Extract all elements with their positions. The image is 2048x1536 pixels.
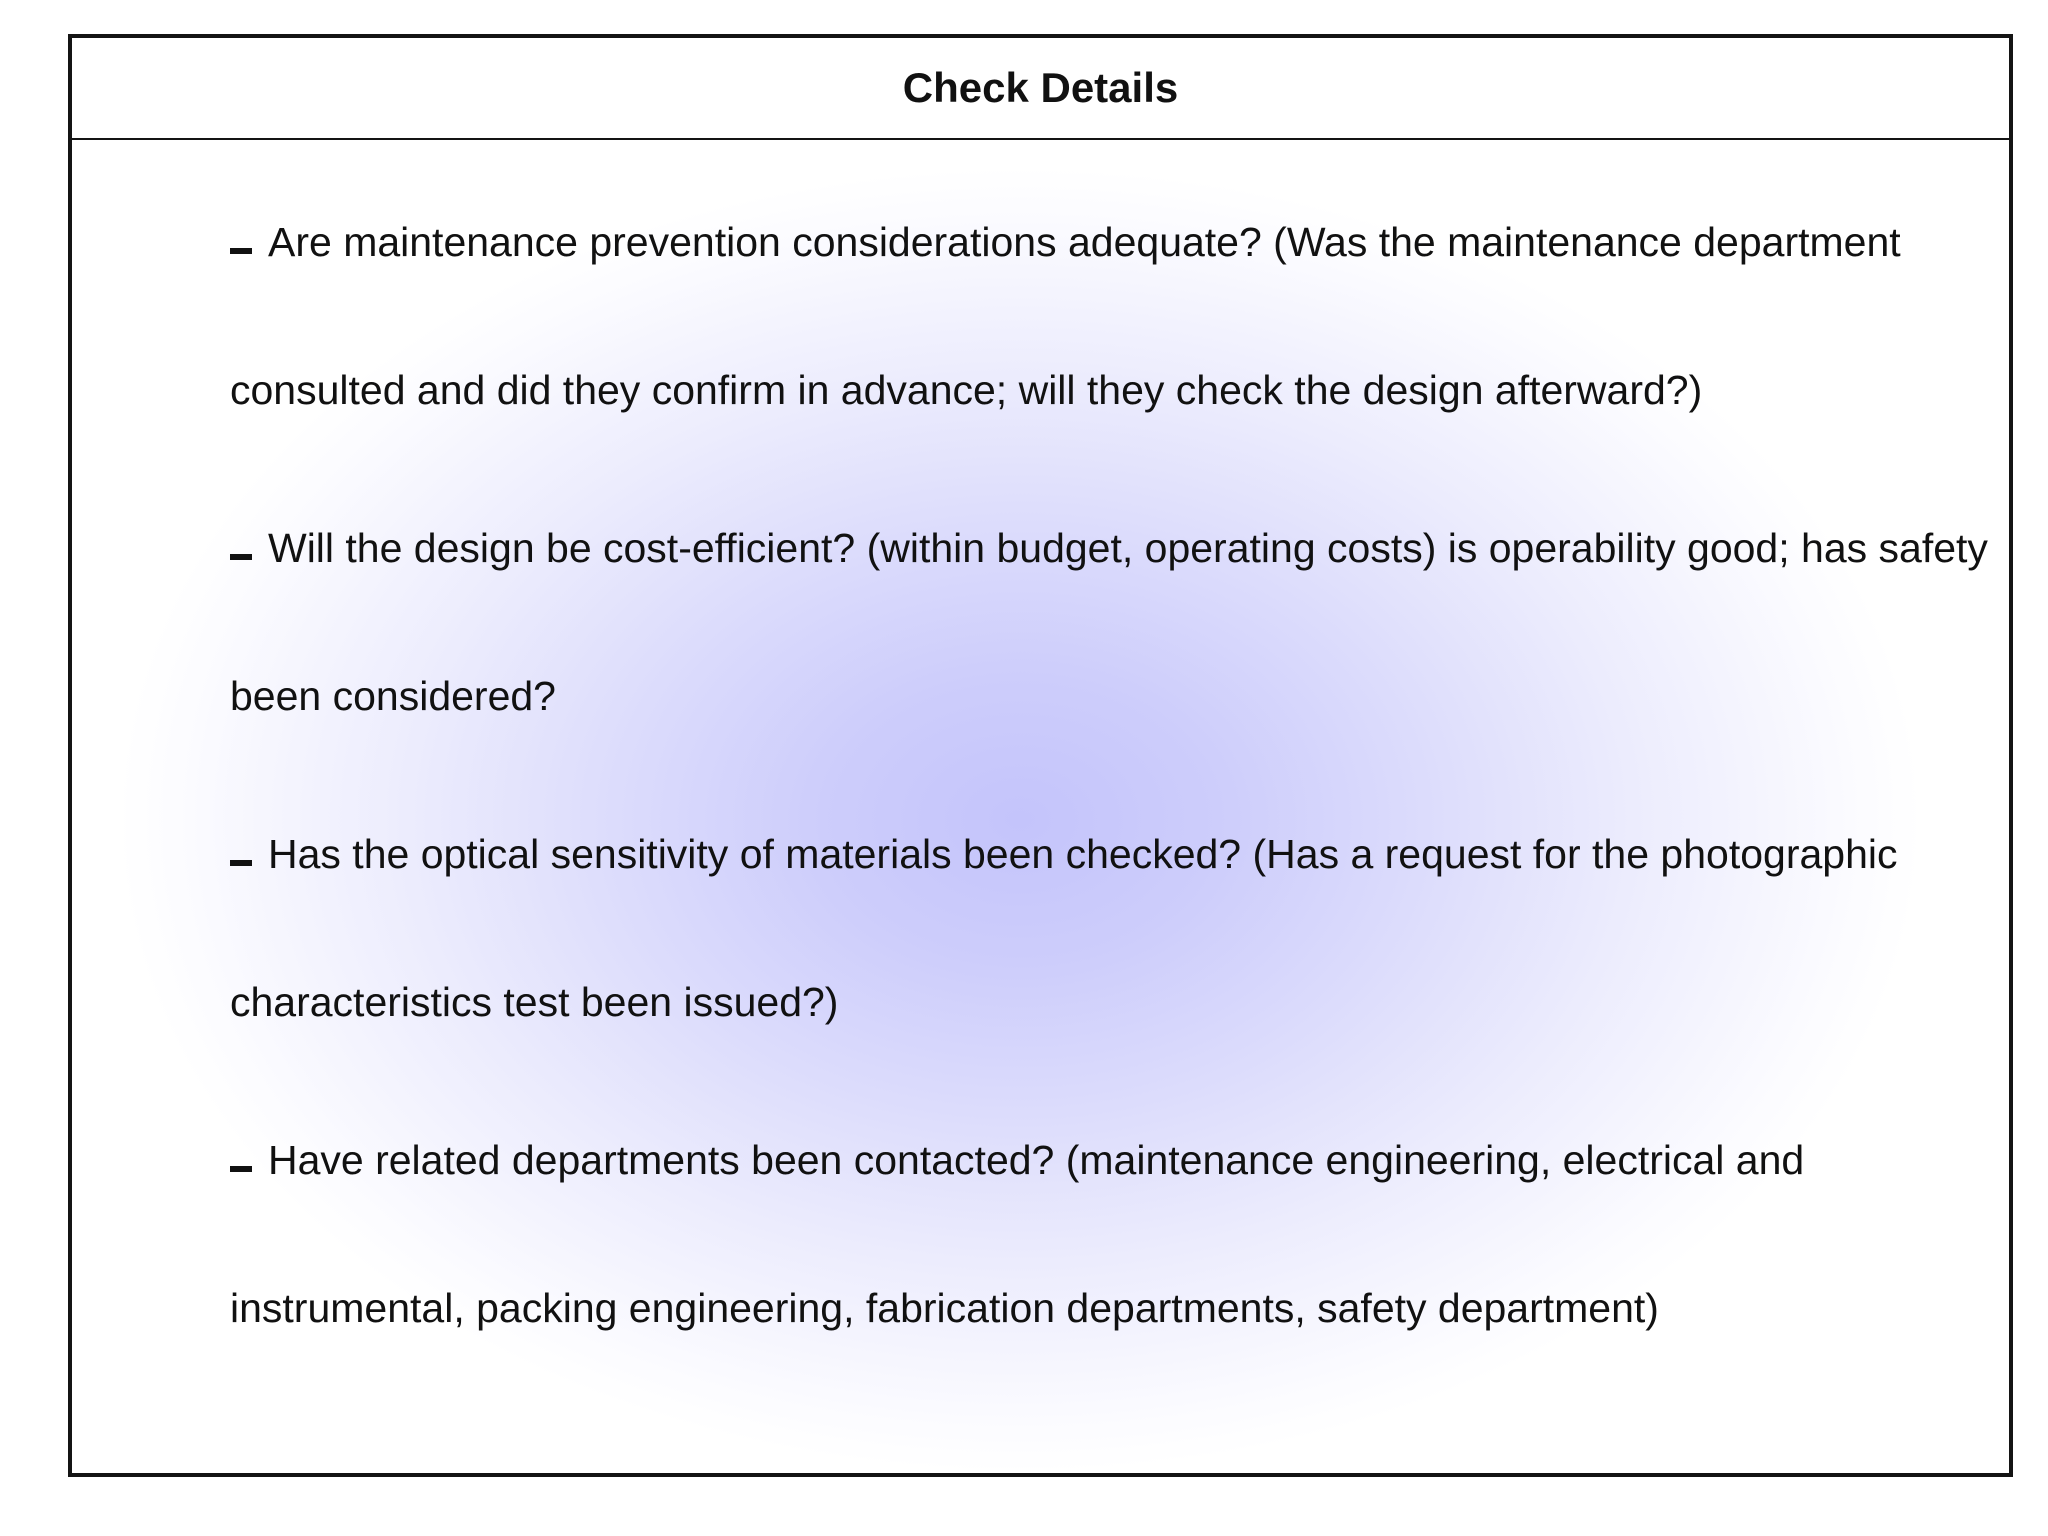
check-item-text: Has the optical sensitivity of materials been checked? (Has a request for the photographic characteristics test been issued?): [230, 831, 1898, 1025]
check-item: [230, 168, 1990, 464]
check-item-text: Will the design be cost-efficient? (within budget, operating costs) is operability good; has safety been considered?: [230, 525, 1988, 719]
check-item-text: Have related departments been contacted? (maintenance engineering, electrical and instrumental, packing engineering, fabrication departments, safety department): [230, 1137, 1805, 1331]
dash-bullet-icon: [230, 1166, 252, 1172]
check-item: [230, 780, 1990, 1076]
dash-bullet-icon: [230, 554, 252, 560]
panel-header: [72, 38, 2009, 140]
panel-title: Check Details: [902, 64, 1179, 111]
dash-bullet-icon: [230, 248, 252, 254]
check-item: [230, 474, 1990, 770]
dash-bullet-icon: [230, 860, 252, 866]
check-list: [230, 168, 1990, 1392]
check-item: [230, 1086, 1990, 1382]
check-details-panel: [68, 34, 2013, 1477]
check-item-text: Are maintenance prevention considerations adequate? (Was the maintenance department consulted and did they confirm in advance; will they check the design afterward?): [230, 219, 1901, 413]
